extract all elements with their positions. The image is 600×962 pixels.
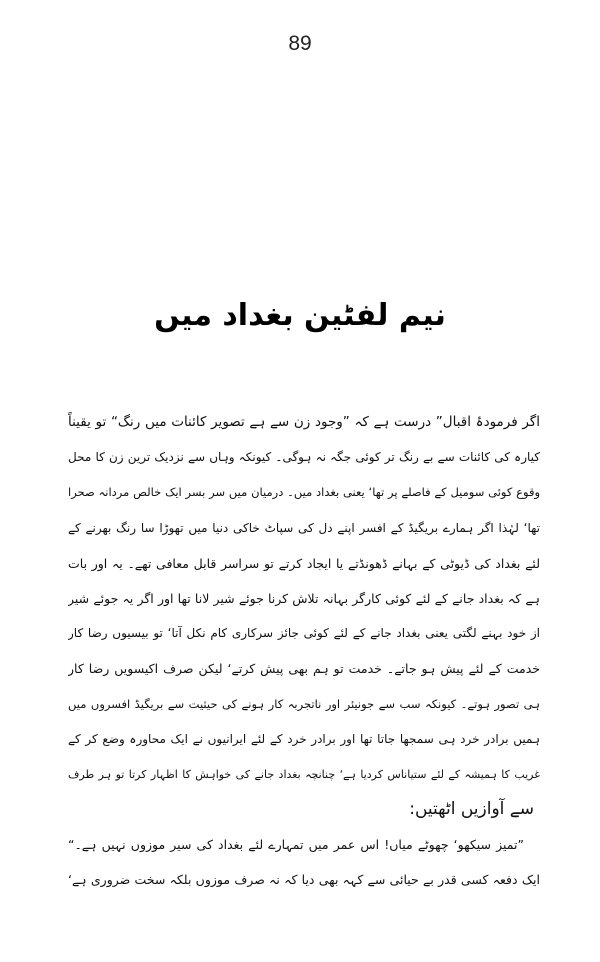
text-line: ہمیں برادر خرد ہی سمجھا جاتا تھا اور برادر خرد کے لئے ایرانیوں نے ایک محاورہ وضع کر کے [68,731,540,746]
page-number: 89 [288,32,312,55]
text-line: ہی تصور ہوتے۔ کیونکہ سب سے جونیئر اور ناتجربہ کار ہونے کی حیثیت سے بریگیڈ افسروں میں [68,696,540,711]
text-line: کیارہ کی کائنات سے بے رنگ تر کوئی جگہ نہ ہوگی۔ کیونکہ وہاں سے نزدیک ترین زن کا محل [68,450,540,465]
text-line: از خود بہنے لگتی یعنی بغداد جانے کے لئے کوئی جائز سرکاری کام نکل آتا‘ تو بیسیوں رضا کار [68,626,540,641]
text-line: لئے بغداد کی ڈیوٹی کے بہانے ڈھونڈتے یا ایجاد کرتے تو سراسر قابل معافی تھے۔ یہ اور بات [68,555,540,571]
text-line: اگر فرمودۂ اقبال” درست ہے کہ ”وجود زن سے ہے تصویر کائنات میں رنگ“ تو یقیناً [68,414,540,430]
text-line: خدمت کے لئے پیش ہو جاتے۔ خدمت تو ہم بھی پیش کرتے‘ لیکن صرف اکیسویں رضا کار [68,661,540,677]
text-line: وقوع کوئی سومیل کے فاصلے پر تھا‘ یعنی بغداد میں۔ درمیان میں سر بسر ایک خالص مردانہ صحرا [68,485,540,500]
text-line: ایک دفعہ کسی قدر بے حیائی سے کہہ بھی دیا کہ نہ صرف موزوں بلکہ سخت ضروری ہے‘ [68,872,540,888]
text-line: غریب کا ہمیشہ کے لئے ستیاناس کردیا ہے‘ چنانچہ بغداد جانے کی خواہش کا اظہار کرتا تو ہر طرف [68,767,540,781]
text-line: ہے کہ بغداد جانے کے لئے کوئی کارگر بہانہ تلاش کرنا جوئے شیر لانا تھا اور اگر یہ جوئے شیر [68,590,540,606]
text-line: تھا‘ لہٰذا اگر ہمارے بریگیڈ کے افسر اپنے دل کی سپاٹ خاکی دنیا میں تھوڑا سا رنگ بھرنے کے [68,520,540,535]
body-text [68,405,540,898]
quote-line: ”تمیز سیکھو‘ چھوٹے میاں! اس عمر میں تمہارے لئے بغداد کی سیر موزوں نہیں ہے۔“ [68,837,524,853]
text-line: سے آوازیں اٹھتیں: [409,799,534,820]
chapter-title: نیم لفٹین بغداد میں [154,298,446,333]
